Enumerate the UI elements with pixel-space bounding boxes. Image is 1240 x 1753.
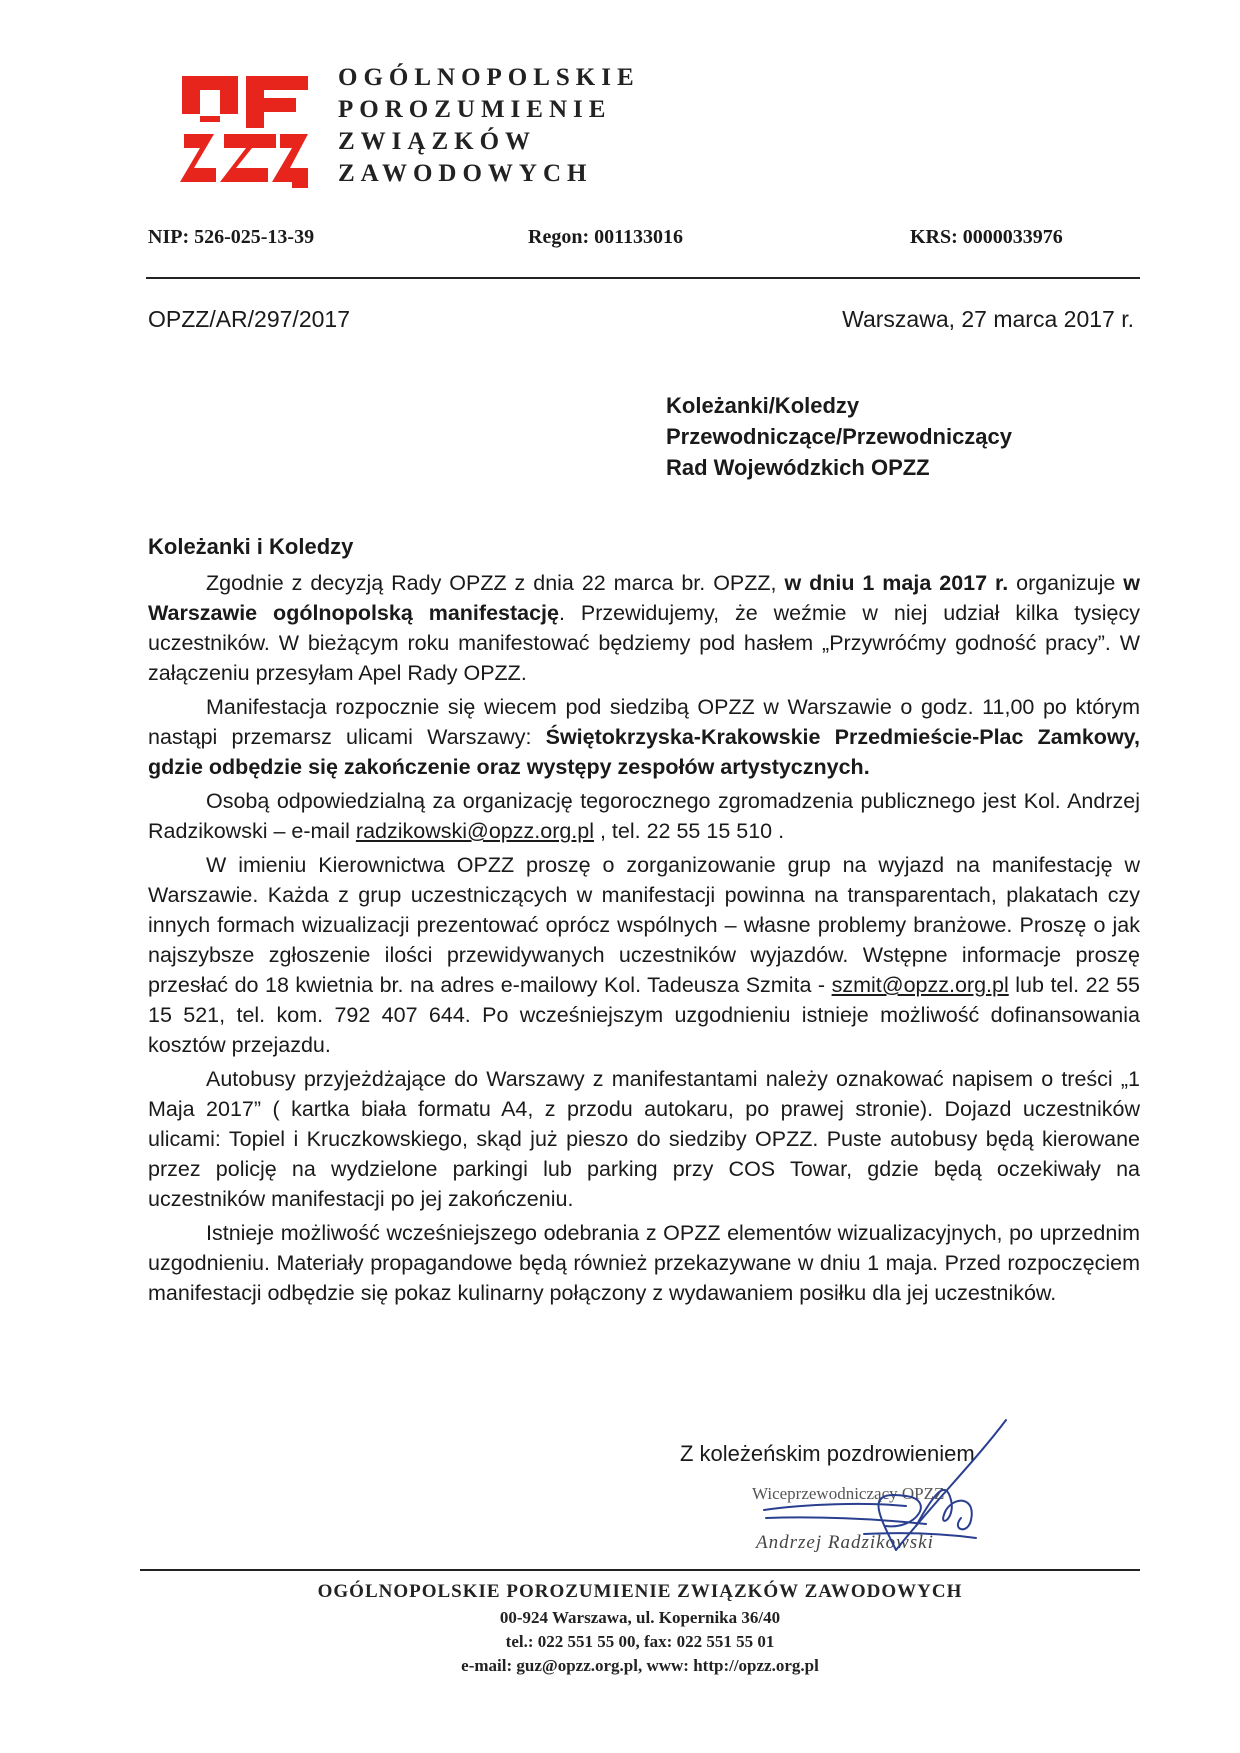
footer xyxy=(140,1578,1140,1678)
salutation: Koleżanki i Koledzy xyxy=(148,534,354,559)
recipient-line: Przewodniczące/Przewodniczący xyxy=(666,424,1013,449)
text-bold: w dniu 1 maja 2017 r. xyxy=(784,571,1009,595)
paragraph-4 xyxy=(148,850,1140,1060)
text: organizuje xyxy=(1008,571,1124,595)
paragraph-3 xyxy=(148,786,1140,846)
footer-divider xyxy=(140,1569,1140,1571)
signature-name: Andrzej Radzikowski xyxy=(756,1532,934,1553)
paragraph-2 xyxy=(148,692,1140,782)
opzz-logo xyxy=(180,72,310,190)
text-bold: w Warszawie ogólnopolską manifestację xyxy=(148,571,1140,625)
text: W imieniu Kierownictwa OPZZ proszę o zorganizowanie grup na wyjazd na manifestację w Warszawie. Każda z grup uczestniczących w manifestacji powinna na transparentach, plakatach czy innych formach wizualizacji prezentować oprócz wspólnych – własne problemy branżowe. Proszę o jak najszybsze zgłoszenie ilości przewidywanych uczestników wyjazdów. Wstępne informacje proszę przesłać do 18 kwietnia br. na adres e-mailowy Kol. Tadeusza Szmita - xyxy=(148,853,1140,997)
org-name xyxy=(338,62,640,190)
regon-number: Regon: 001133016 xyxy=(528,226,683,248)
closing: Z koleżeńskim pozdrowieniem xyxy=(680,1441,975,1466)
footer-address: 00-924 Warszawa, ul. Kopernika 36/40 xyxy=(499,1608,781,1627)
org-name-line: ZWIĄZKÓW xyxy=(338,128,537,155)
footer-phone: tel.: 022 551 55 00, fax: 022 551 55 01 xyxy=(505,1632,775,1651)
recipient-line: Koleżanki/Koledzy xyxy=(666,393,860,418)
recipient-block xyxy=(666,390,1012,483)
reference-number: OPZZ/AR/297/2017 xyxy=(148,306,350,332)
org-name-line: POROZUMIENIE xyxy=(338,96,612,123)
paragraph-6: Istnieje możliwość wcześniejszego odebrania z OPZZ elementów wizualizacyjnych, po uprzednim uzgodnieniu. Materiały propagandowe będą również przekazywane w dniu 1 maja. Przed rozpoczęciem manifestacji odbędzie się pokaz kulinarny połączony z wydawaniem posiłku dla jej uczestników. xyxy=(148,1221,1140,1305)
text: Osobą odpowiedzialną za organizację tegorocznego zgromadzenia publicznego jest Kol. Andrzej Radzikowski – e-mail xyxy=(148,789,1140,843)
paragraph-1 xyxy=(148,568,1140,688)
email-link[interactable]: radzikowski@opzz.org.pl xyxy=(355,819,595,843)
handwritten-signature xyxy=(746,1400,1036,1570)
header-divider xyxy=(146,277,1140,279)
org-name-line: OGÓLNOPOLSKIE xyxy=(338,64,640,91)
signature-title: Wiceprzewodniczący OPZZ xyxy=(752,1484,945,1503)
text: , tel. 22 55 15 510 . xyxy=(594,819,785,843)
footer-org-name: OGÓLNOPOLSKIE POROZUMIENIE ZWIĄZKÓW ZAWODOWYCH xyxy=(317,1581,963,1602)
text-bold: Świętokrzyska-Krakowskie Przedmieście-Plac Zamkowy, gdzie odbędzie się zakończenie oraz występy zespołów artystycznych. xyxy=(148,725,1141,779)
nip-number: NIP: 526-025-13-39 xyxy=(148,226,315,248)
place-date: Warszawa, 27 marca 2017 r. xyxy=(842,306,1134,332)
letter-body xyxy=(148,568,1140,1312)
text: Manifestacja rozpocznie się wiecem pod siedzibą OPZZ w Warszawie o godz. 11,00 po którym nastąpi przemarsz ulicami Warszawy: xyxy=(148,695,1140,749)
text: lub tel. 22 55 15 521, tel. kom. 792 407 644. Po wcześniejszym uzgodnieniu istnieje możliwość dofinansowania kosztów przejazdu. xyxy=(148,973,1140,1057)
paragraph-5: Autobusy przyjeżdżające do Warszawy z manifestantami należy oznakować napisem o treści „1 Maja 2017” ( kartka biała formatu A4, z przodu autokaru, po prawej stronie). Dojazd uczestników ulicami: Topiel i Kruczkowskiego, skąd już pieszo do siedziby OPZZ. Puste autobusy będą kierowane przez policję na wydzielone parkingi lub parking przy COS Towar, gdzie będą oczekiwały na uczestników manifestacji po jej zakończeniu. xyxy=(148,1067,1140,1211)
text: Zgodnie z decyzją Rady OPZZ z dnia 22 marca br. OPZZ, xyxy=(206,571,785,595)
org-name-line: ZAWODOWYCH xyxy=(338,160,593,187)
recipient-line: Rad Wojewódzkich OPZZ xyxy=(666,455,930,480)
krs-number: KRS: 0000033976 xyxy=(910,226,1063,248)
email-link[interactable]: szmit@opzz.org.pl xyxy=(831,973,1009,997)
text: . Przewidujemy, że weźmie w niej udział kilka tysięcy uczestników. W bieżącym roku manifestować będziemy pod hasłem „Przywróćmy godność pracy”. W załączeniu przesyłam Apel Rady OPZZ. xyxy=(148,601,1140,685)
footer-contact: e-mail: guz@opzz.org.pl, www: http://opzz.org.pl xyxy=(461,1656,819,1675)
